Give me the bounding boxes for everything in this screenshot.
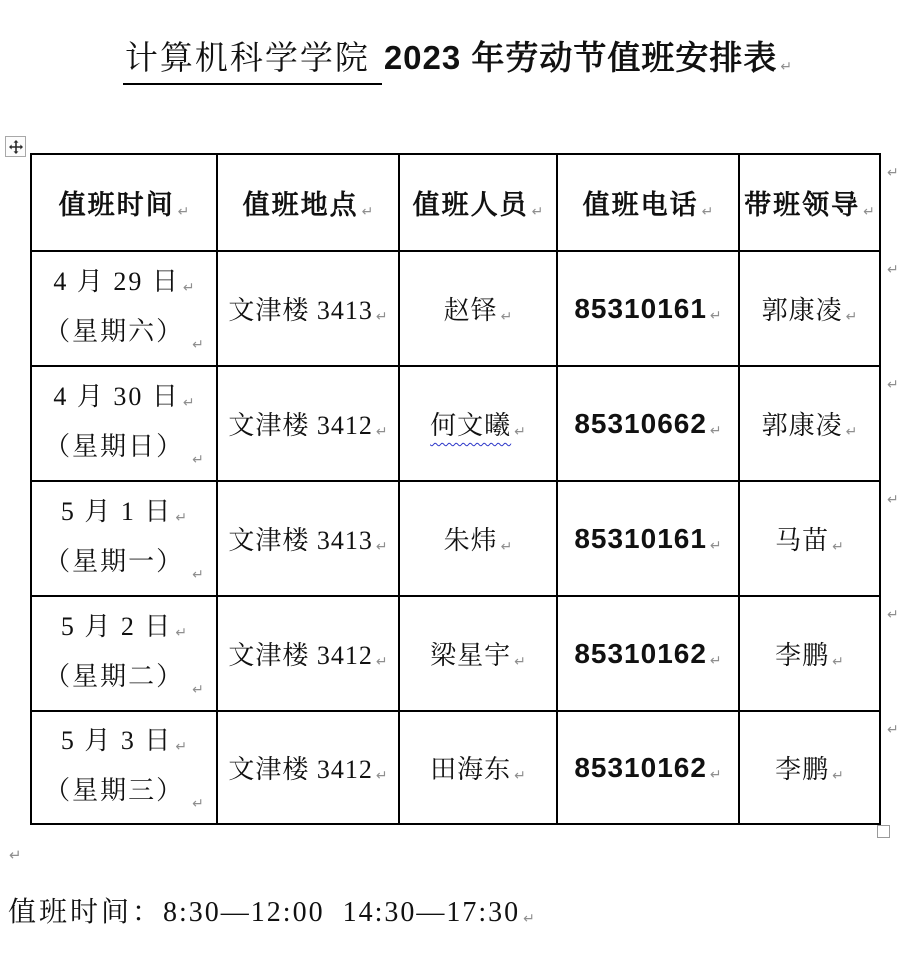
leader-text: 郭康凌 [761, 411, 843, 440]
paragraph-mark-icon: ↵ [832, 539, 844, 555]
paragraph-mark-icon: ↵ [780, 59, 793, 75]
paragraph-mark-icon: ↵ [175, 738, 188, 755]
leader-cell[interactable] [739, 596, 880, 711]
date-cell[interactable] [31, 711, 217, 824]
location-cell[interactable] [217, 596, 399, 711]
weekday-text: （星期日） [44, 431, 185, 461]
paragraph-mark-icon: ↵ [375, 309, 388, 325]
table-header-row [31, 154, 880, 251]
paragraph-mark-icon: ↵ [500, 539, 513, 555]
paragraph-mark-icon: ↵ [832, 768, 844, 784]
person-text: 朱炜 [443, 526, 498, 555]
move-arrows-icon [9, 140, 23, 154]
paragraph-mark-icon: ↵ [709, 537, 722, 554]
table-row [31, 596, 880, 711]
paragraph-mark-icon: ↵ [182, 394, 195, 411]
date-cell[interactable] [31, 481, 217, 596]
phone-text: 85310162 [574, 751, 707, 783]
header-label: 值班人员 [412, 190, 529, 220]
date-text: 4 月 29 日 [53, 266, 180, 296]
duty-hours-times: 8:30—12:00 14:30—17:30 [163, 897, 521, 928]
header-label: 值班地点 [242, 190, 359, 220]
leader-cell[interactable] [739, 711, 880, 824]
phone-text: 85310161 [574, 292, 707, 324]
paragraph-mark-icon: ↵ [192, 336, 204, 353]
paragraph-mark-icon: ↵ [514, 654, 526, 670]
location-cell[interactable] [217, 251, 399, 366]
weekday-text: （星期二） [44, 661, 185, 691]
paragraph-mark-icon: ↵ [845, 424, 858, 440]
paragraph-mark-icon: ↵ [531, 204, 544, 220]
location-text: 文津楼 3412 [228, 641, 373, 670]
phone-text: 85310662 [574, 407, 707, 439]
person-cell[interactable] [399, 366, 557, 481]
paragraph-mark-icon: ↵ [523, 911, 535, 927]
location-cell[interactable] [217, 366, 399, 481]
location-text: 文津楼 3412 [228, 411, 373, 440]
header-cell-duty-phone[interactable] [557, 154, 739, 251]
header-label: 值班时间 [58, 190, 175, 220]
paragraph-mark-icon: ↵ [709, 307, 722, 324]
header-cell-duty-location[interactable] [217, 154, 399, 251]
paragraph-mark-icon: ↵ [361, 204, 374, 220]
phone-cell[interactable] [557, 481, 739, 596]
leader-cell[interactable] [739, 481, 880, 596]
paragraph-mark-icon: ↵ [177, 204, 190, 220]
paragraph-mark-icon: ↵ [182, 279, 195, 296]
table-row [31, 711, 880, 824]
weekday-text: （星期三） [44, 775, 185, 805]
duty-hours-line[interactable] [8, 890, 535, 930]
phone-cell[interactable] [557, 596, 739, 711]
weekday-text: （星期六） [44, 316, 185, 346]
header-label: 值班电话 [582, 190, 699, 220]
table-row [31, 481, 880, 596]
title-text: 2023 年劳动节值班安排表 [383, 39, 778, 76]
paragraph-mark-icon: ↵ [701, 204, 714, 220]
paragraph-mark-icon: ↵ [832, 654, 844, 670]
table-row [31, 251, 880, 366]
table-resize-handle[interactable] [877, 825, 890, 838]
date-cell[interactable] [31, 596, 217, 711]
paragraph-mark-icon: ↵ [175, 509, 188, 526]
document-title[interactable] [0, 32, 915, 79]
leader-cell[interactable] [739, 366, 880, 481]
leader-text: 马苗 [775, 526, 830, 555]
paragraph-mark-icon: ↵ [709, 652, 722, 669]
paragraph-mark-icon: ↵ [192, 795, 204, 812]
table-row [31, 366, 880, 481]
paragraph-mark-icon: ↵ [375, 539, 388, 555]
paragraph-mark-icon: ↵ [9, 846, 22, 864]
paragraph-mark-icon: ↵ [709, 422, 722, 439]
phone-text: 85310161 [574, 522, 707, 554]
paragraph-mark-icon: ↵ [192, 451, 204, 468]
person-text: 梁星宇 [430, 641, 512, 670]
location-cell[interactable] [217, 711, 399, 824]
phone-cell[interactable] [557, 251, 739, 366]
location-text: 文津楼 3413 [228, 296, 373, 325]
header-cell-duty-leader[interactable] [739, 154, 880, 251]
paragraph-mark-icon: ↵ [514, 424, 526, 440]
person-text: 赵铎 [443, 296, 498, 325]
duty-schedule-table [30, 153, 881, 825]
person-cell[interactable] [399, 596, 557, 711]
title-school-underlined: 计算机科学学院 [123, 41, 382, 85]
paragraph-mark-icon: ↵ [375, 768, 388, 784]
row-end-mark-icon: ↵ [887, 165, 899, 181]
row-end-mark-icon: ↵ [887, 492, 899, 508]
leader-text: 郭康凌 [761, 296, 843, 325]
paragraph-mark-icon: ↵ [375, 654, 388, 670]
phone-cell[interactable] [557, 366, 739, 481]
date-text: 5 月 2 日 [60, 611, 173, 641]
paragraph-mark-icon: ↵ [192, 566, 204, 583]
location-text: 文津楼 3412 [228, 755, 373, 784]
paragraph-mark-icon: ↵ [175, 624, 188, 641]
paragraph-mark-icon: ↵ [845, 309, 858, 325]
row-end-mark-icon: ↵ [887, 607, 899, 623]
paragraph-mark-icon: ↵ [192, 681, 204, 698]
duty-hours-label: 值班时间： [8, 897, 164, 928]
paragraph-mark-icon: ↵ [863, 204, 875, 220]
weekday-text: （星期一） [44, 546, 185, 576]
date-text: 4 月 30 日 [53, 381, 180, 411]
paragraph-mark-icon: ↵ [709, 766, 722, 783]
table-move-handle[interactable] [5, 136, 26, 157]
person-text: 田海东 [430, 755, 512, 784]
header-cell-duty-time[interactable] [31, 154, 217, 251]
header-cell-duty-person[interactable] [399, 154, 557, 251]
date-cell[interactable] [31, 251, 217, 366]
location-cell[interactable] [217, 481, 399, 596]
row-end-mark-icon: ↵ [887, 262, 899, 278]
leader-text: 李鹏 [775, 755, 830, 784]
person-cell[interactable] [399, 481, 557, 596]
date-text: 5 月 3 日 [60, 725, 173, 755]
phone-text: 85310162 [574, 637, 707, 669]
paragraph-mark-icon: ↵ [500, 309, 513, 325]
paragraph-mark-icon: ↵ [514, 768, 526, 784]
date-cell[interactable] [31, 366, 217, 481]
row-end-mark-icon: ↵ [887, 377, 899, 393]
row-end-mark-icon: ↵ [887, 722, 899, 738]
person-cell[interactable] [399, 251, 557, 366]
header-label: 带班领导 [744, 190, 861, 220]
person-text-spellcheck: 何文曦 [430, 411, 512, 440]
leader-cell[interactable] [739, 251, 880, 366]
location-text: 文津楼 3413 [228, 526, 373, 555]
date-text: 5 月 1 日 [60, 496, 173, 526]
phone-cell[interactable] [557, 711, 739, 824]
person-cell[interactable] [399, 711, 557, 824]
leader-text: 李鹏 [775, 641, 830, 670]
paragraph-mark-icon: ↵ [375, 424, 388, 440]
